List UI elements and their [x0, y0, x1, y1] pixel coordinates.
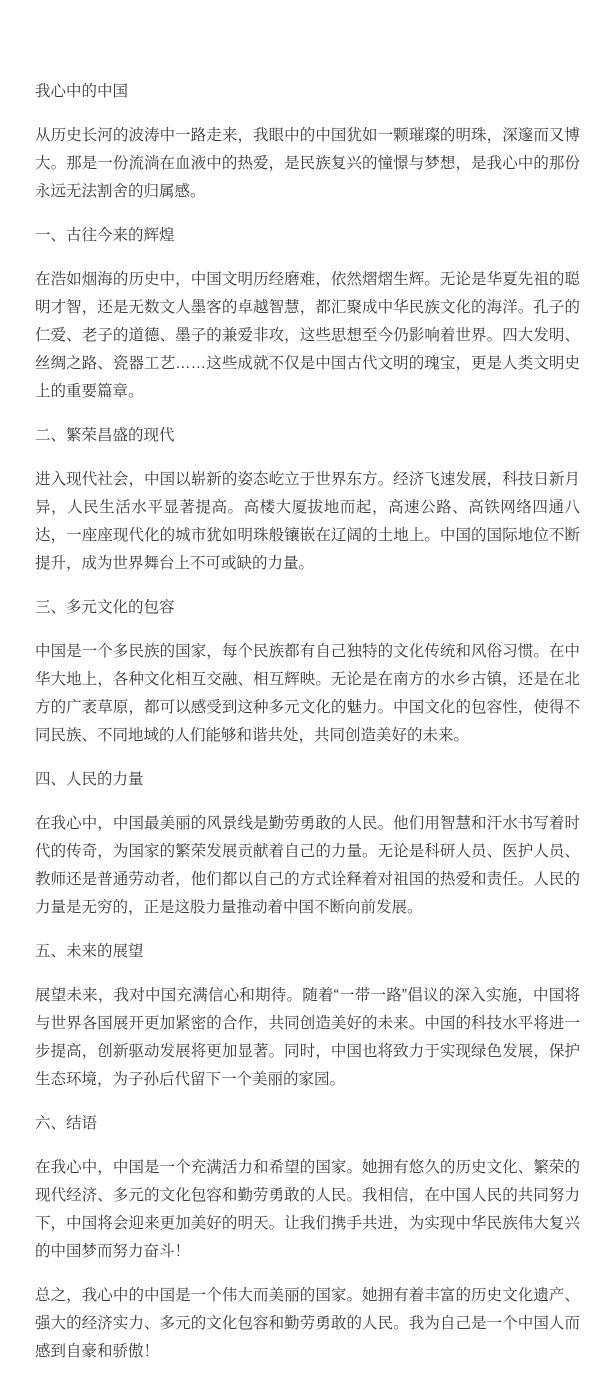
section-1-paragraph: 在浩如烟海的历史中，中国文明历经磨难，依然熠熠生辉。无论是华夏先祖的聪明才智，还是无数文人墨客的卓越智慧，都汇聚成中华民族文化的海洋。孔子的仁爱、老子的道德、墨子的兼爱非攻，这些思想至今仍影响着世界。四大发明、丝绸之路、瓷器工艺……这些成就不仅是中国古代文明的瑰宝，更是人类文明史上的重要篇章。 — [35, 271, 580, 400]
intro-paragraph: 从历史长河的波涛中一路走来，我眼中的中国犹如一颗璀璨的明珠，深邃而又博大。那是一份流淌在血液中的热爱，是民族复兴的憧憬与梦想，是我心中的那份永远无法割舍的归属感。 — [35, 127, 580, 200]
essay-title: 我心中的中国 — [35, 83, 129, 100]
section-5-heading: 五、未来的展望 — [35, 943, 144, 960]
section-5-paragraph: 展望未来，我对中国充满信心和期待。随着“一带一路”倡议的深入实施，中国将与世界各国展开更加紧密的合作，共同创造美好的未来。中国的科技水平将进一步提高，创新驱动发展将更加显著。同时，中国也将致力于实现绿色发展，保护生态环境，为子孙后代留下一个美丽的家园。 — [35, 987, 580, 1088]
closing-paragraph: 总之，我心中的中国是一个伟大而美丽的国家。她拥有着丰富的历史文化遗产、强大的经济实力、多元的文化包容和勤劳勇敢的人民。我为自己是一个中国人而感到自豪和骄傲！ — [35, 1287, 580, 1360]
section-6-paragraph: 在我心中，中国是一个充满活力和希望的国家。她拥有悠久的历史文化、繁荣的现代经济、多元的文化包容和勤劳勇敢的人民。我相信，在中国人民的共同努力下，中国将会迎来更加美好的明天。让我们携手共进，为实现中华民族伟大复兴的中国梦而努力奋斗！ — [35, 1159, 580, 1260]
section-1-heading: 一、古往今来的辉煌 — [35, 227, 175, 244]
section-2-paragraph: 进入现代社会，中国以崭新的姿态屹立于世界东方。经济飞速发展，科技日新月异，人民生活水平显著提高。高楼大厦拔地而起，高速公路、高铁网络四通八达，一座座现代化的城市犹如明珠般镶嵌在辽阔的土地上。中国的国际地位不断提升，成为世界舞台上不可或缺的力量。 — [35, 471, 580, 572]
section-4-paragraph: 在我心中，中国最美丽的风景线是勤劳勇敢的人民。他们用智慧和汗水书写着时代的传奇，为国家的繁荣发展贡献着自己的力量。无论是科研人员、医护人员、教师还是普通劳动者，他们都以自己的方式诠释着对祖国的热爱和责任。人民的力量是无穷的，正是这股力量推动着中国不断向前发展。 — [35, 815, 580, 916]
section-3-paragraph: 中国是一个多民族的国家，每个民族都有自己独特的文化传统和风俗习惯。在中华大地上，各种文化相互交融、相互辉映。无论是在南方的水乡古镇，还是在北方的广袤草原，都可以感受到这种多元文化的魅力。中国文化的包容性，使得不同民族、不同地域的人们能够和谐共处，共同创造美好的未来。 — [35, 643, 580, 744]
section-6-heading: 六、结语 — [35, 1115, 98, 1132]
section-3-heading: 三、多元文化的包容 — [35, 599, 175, 616]
section-4-heading: 四、人民的力量 — [35, 771, 144, 788]
section-2-heading: 二、繁荣昌盛的现代 — [35, 427, 175, 444]
